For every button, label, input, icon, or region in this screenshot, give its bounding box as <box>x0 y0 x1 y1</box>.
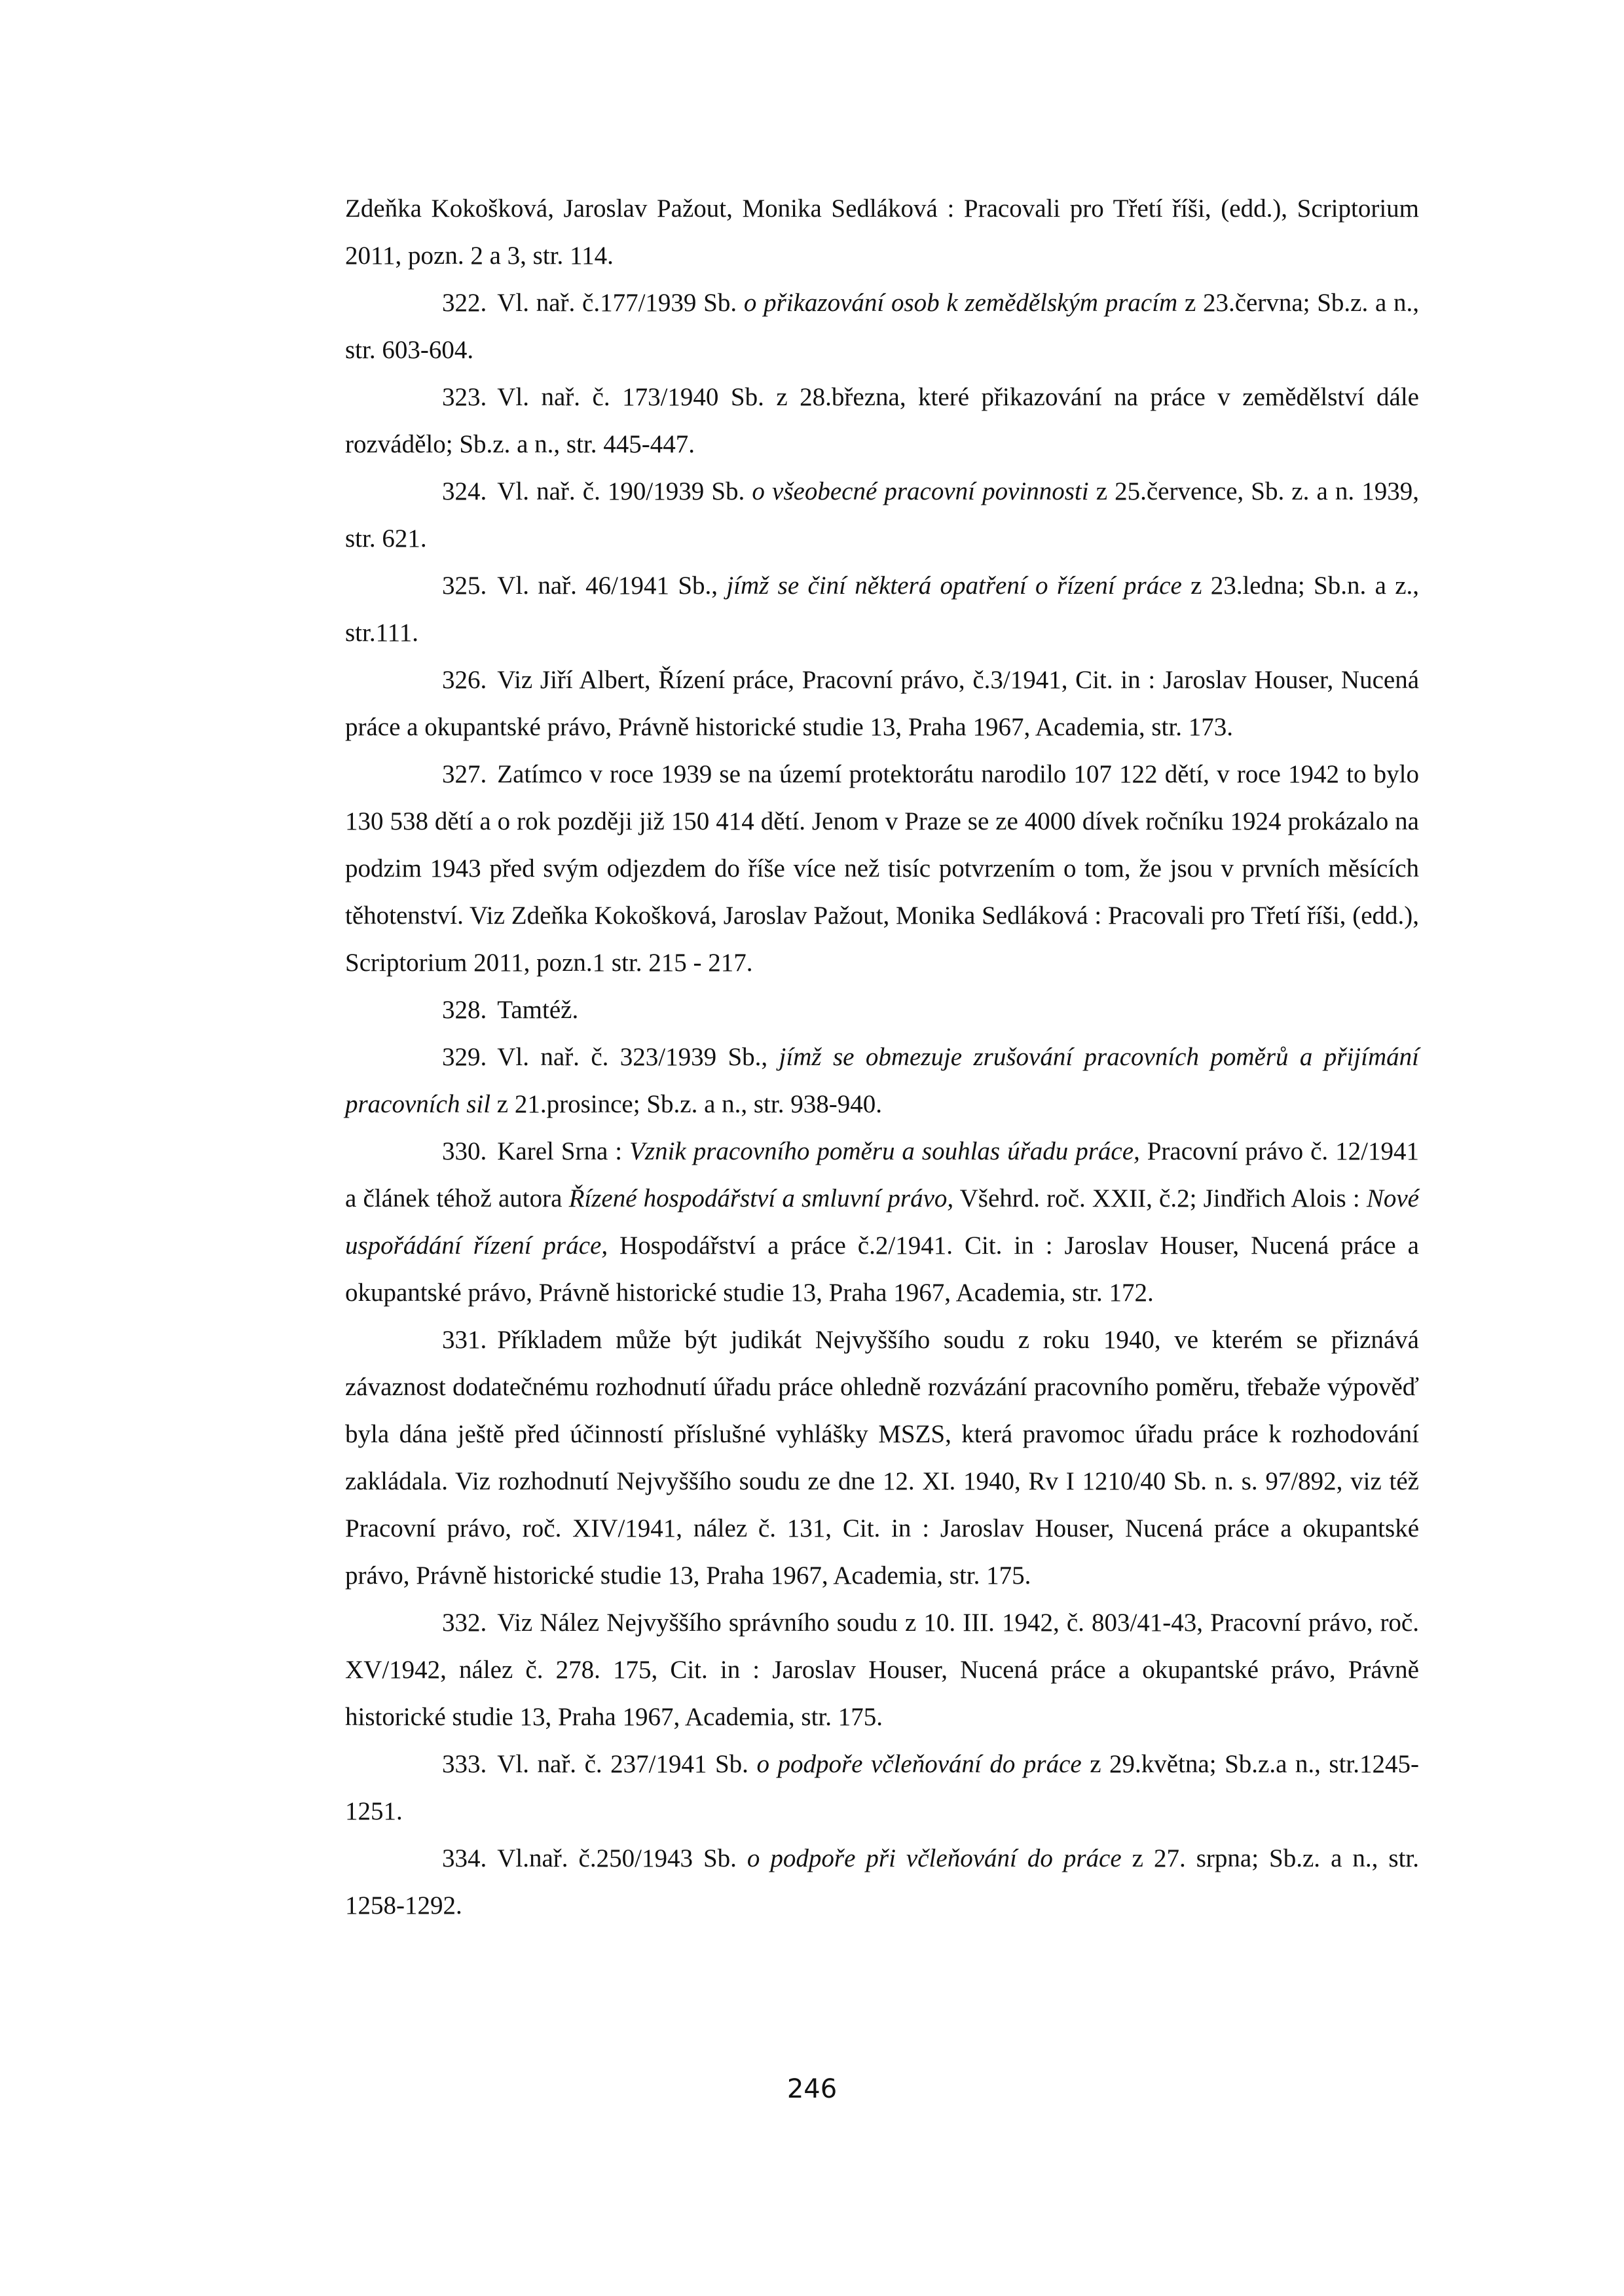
footnote-number: 328. <box>442 996 487 1024</box>
footnote-number: 331. <box>442 1326 487 1354</box>
footnote-number: 323. <box>442 383 487 411</box>
footnote-329 <box>345 1034 1419 1128</box>
footnote-text: z 21.prosince; Sb.z. a n., str. 938-940. <box>490 1090 882 1118</box>
footnote-text: Vl.nař. č.250/1943 Sb. <box>497 1844 747 1872</box>
footnote-text: Vl. nař. č. 323/1939 Sb., <box>497 1043 779 1071</box>
footnote-number: 332. <box>442 1609 487 1637</box>
footnote-number: 330. <box>442 1137 487 1165</box>
footnote-text: Vl. nař. č. 173/1940 Sb. z 28.března, které přikazování na práce v zemědělství dále rozvádělo; Sb.z. a n., str. 445-447. <box>345 383 1419 458</box>
footnote-text: Vl. nař. č.177/1939 Sb. <box>497 289 744 317</box>
footnote-continuation-text: Zdeňka Kokošková, Jaroslav Pažout, Monika Sedláková : Pracovali pro Třetí říši, (edd.), Scriptorium 2011, pozn. 2 a 3, str. 114. <box>345 194 1419 270</box>
footnote-number: 322. <box>442 289 487 317</box>
footnote-text: Všehrd. roč. XXII, č.2; Jindřich Alois : <box>953 1184 1367 1212</box>
footnote-332 <box>345 1599 1419 1741</box>
footnote-324 <box>345 468 1419 562</box>
footnote-text: Vl. nař. č. 190/1939 Sb. <box>497 477 752 505</box>
footnote-text: z 23.ledna; Sb.n. a z., str.111. <box>345 572 1419 647</box>
footnote-325 <box>345 562 1419 657</box>
page-number: 246 <box>786 2074 838 2104</box>
footnote-323 <box>345 374 1419 468</box>
footnote-text: Vl. nař. 46/1941 Sb., <box>497 572 727 600</box>
footnote-text: z 23.června; Sb.z. a n., str. 603-604. <box>345 289 1419 364</box>
footnote-italic-title: Nové uspořádání řízení práce, <box>345 1184 1419 1260</box>
footnote-text: Zatímco v roce 1939 se na území protektorátu narodilo 107 122 dětí, v roce 1942 to bylo 130 538 dětí a o rok později již 150 414 dětí. Jenom v Praze se ze 4000 dívek ročníku 1924 prokázalo na podzim 1943 před svým odjezdem do říše více než tisíc potvrzením o tom, že jsou v prvních měsících těhotenství. Viz Zdeňka Kokošková, Jaroslav Pažout, Monika Sedláková : Pracovali pro Třetí říši, (edd.), Scriptorium 2011, pozn.1 str. 215 - 217. <box>345 760 1419 977</box>
footnote-number: 329. <box>442 1043 487 1071</box>
footnote-italic-title: Řízené hospodářství a smluvní právo, <box>568 1184 954 1212</box>
footnote-text: Viz Nález Nejvyššího správního soudu z 10. III. 1942, č. 803/41-43, Pracovní právo, roč. XV/1942, nález č. 278. 175, Cit. in : Jaroslav Houser, Nucená práce a okupantské právo, Právně historické studie 13, Praha 1967, Academia, str. 175. <box>345 1609 1419 1731</box>
footnote-text: z 29.května; Sb.z.a n., str.1245-1251. <box>345 1750 1420 1825</box>
footnote-continuation <box>345 185 1419 280</box>
footnote-text: Pracovní právo č. 12/1941 a článek téhož autora <box>345 1137 1419 1212</box>
footnote-text: Příkladem může být judikát Nejvyššího soudu z roku 1940, ve kterém se přiznává závaznost dodatečnému rozhodnutí úřadu práce ohledně rozvázání pracovního poměru, třebaže výpověď byla dána ještě před účinností příslušné vyhlášky MSZS, která pravomoc úřadu práce k rozhodování zakládala. Viz rozhodnutí Nejvyššího soudu ze dne 12. XI. 1940, Rv I 1210/40 Sb. n. s. 97/892, viz též Pracovní právo, roč. XIV/1941, nález č. 131, Cit. in : Jaroslav Houser, Nucená práce a okupantské právo, Právně historické studie 13, Praha 1967, Academia, str. 175. <box>345 1326 1419 1590</box>
footnote-italic-title: jímž se činí některá opatření o řízení práce <box>726 572 1182 600</box>
footnote-text: z 25.července, Sb. z. a n. 1939, str. 621. <box>345 477 1419 553</box>
footnote-number: 327. <box>442 760 487 788</box>
footnote-italic-title: o podpoře při včleňování do práce <box>747 1844 1122 1872</box>
footnote-italic-title: Vznik pracovního poměru a souhlas úřadu práce, <box>629 1137 1140 1165</box>
footnote-text: Hospodářství a práce č.2/1941. Cit. in : Jaroslav Houser, Nucená práce a okupantské právo, Právně historické studie 13, Praha 1967, Academia, str. 172. <box>345 1231 1419 1307</box>
footnote-327 <box>345 751 1419 987</box>
footnote-326 <box>345 657 1419 751</box>
footnote-text: Tamtéž. <box>497 996 579 1024</box>
footnote-text: Vl. nař. č. 237/1941 Sb. <box>497 1750 757 1778</box>
footnote-italic-title: o přikazování osob k zemědělským pracím <box>743 289 1178 317</box>
footnote-italic-title: o podpoře včleňování do práce <box>756 1750 1082 1778</box>
footnote-331 <box>345 1317 1419 1599</box>
footnote-italic-title: o všeobecné pracovní povinnosti <box>752 477 1089 505</box>
footnote-number: 334. <box>442 1844 487 1872</box>
footnote-328 <box>345 987 1419 1034</box>
footnote-italic-title: jímž se obmezuje zrušování pracovních poměrů a přijímání pracovních sil <box>345 1043 1419 1118</box>
footnote-number: 326. <box>442 666 487 694</box>
footnote-333 <box>345 1741 1419 1835</box>
footnote-330 <box>345 1128 1419 1317</box>
footnote-text: Viz Jiří Albert, Řízení práce, Pracovní právo, č.3/1941, Cit. in : Jaroslav Houser, Nucená práce a okupantské právo, Právně historické studie 13, Praha 1967, Academia, str. 173. <box>345 666 1419 741</box>
footnote-text: Karel Srna : <box>497 1137 630 1165</box>
footnote-text: z 27. srpna; Sb.z. a n., str. 1258-1292. <box>345 1844 1419 1920</box>
footnote-334 <box>345 1835 1419 1929</box>
footnotes-section <box>345 185 1419 1929</box>
footnote-number: 325. <box>442 572 487 600</box>
footnote-number: 324. <box>442 477 487 505</box>
footnote-number: 333. <box>442 1750 487 1778</box>
footnote-322 <box>345 280 1419 374</box>
